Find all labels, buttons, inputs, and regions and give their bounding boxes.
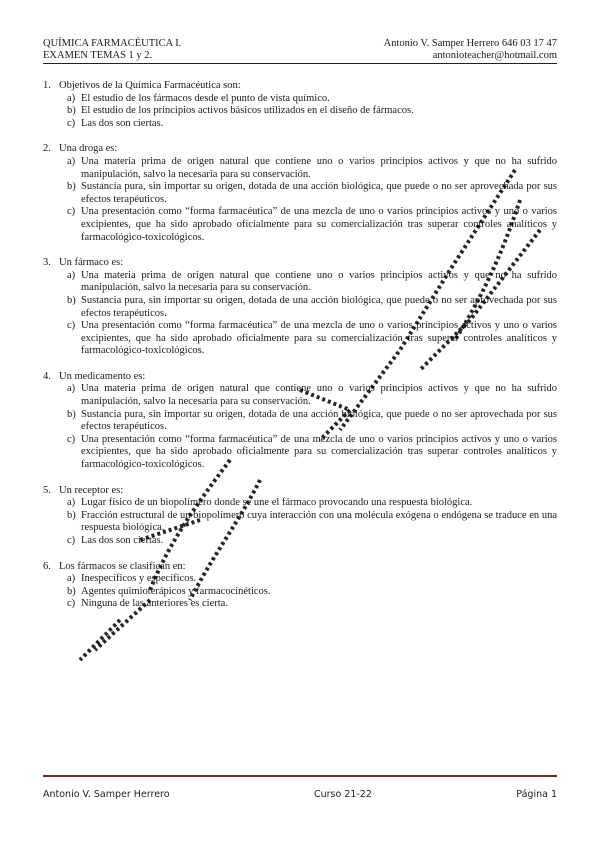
course-title: QUÍMICA FARMACÉUTICA I. — [43, 38, 182, 49]
question-title: Un fármaco es: — [59, 257, 124, 269]
answer-option — [43, 586, 557, 599]
option-letter: a) — [67, 155, 76, 167]
option-text: Sustancia pura, sin importar su origen, dotada de una acción biológica, que puede o no ser aprovechada por sus efectos terapéuticos. — [81, 294, 557, 319]
question — [43, 257, 557, 358]
option-text: Ninguna de las anteriores es cierta. — [81, 598, 228, 610]
page-header — [43, 38, 557, 62]
answer-option — [43, 409, 557, 434]
answer-option — [43, 434, 557, 472]
option-text: Las dos son ciertas. — [81, 535, 164, 546]
question-number: 1. — [43, 80, 51, 91]
page-number: Página 1 — [516, 789, 557, 800]
header-rule — [43, 63, 557, 64]
option-letter: c) — [67, 433, 76, 445]
option-text: Agentes quimioterápicos y farmacocinéticos. — [81, 585, 271, 597]
answer-option — [43, 93, 557, 106]
option-letter: a) — [67, 92, 76, 104]
answer-option — [43, 181, 557, 206]
answer-option — [43, 510, 557, 535]
option-letter: a) — [67, 573, 76, 585]
option-text: Una presentación como “forma farmacéutica” de una mezcla de uno o varios principios activos y uno o varios excipientes, que ha sido aprobado oficialmente para su comercialización tras superar controles analíticos y farmacológico-toxicológicos. — [81, 206, 557, 243]
option-letter: c) — [67, 117, 76, 129]
question — [43, 561, 557, 611]
question-list — [43, 80, 557, 624]
answer-option — [43, 156, 557, 181]
option-text: Una materia prima de origen natural que contiene uno o varios principios activos y que no ha sufrido manipulación, salvo la necesaria para su conservación. — [81, 269, 557, 294]
option-text: El estudio de los fármacos desde el punto de vista químico. — [81, 92, 330, 104]
answer-option — [43, 383, 557, 408]
question-title: Los fármacos se clasifican en: — [59, 560, 186, 572]
option-letter: c) — [67, 598, 76, 610]
option-letter: a) — [67, 269, 76, 281]
page-footer — [43, 775, 557, 800]
option-text: Las dos son ciertas. — [81, 117, 164, 129]
option-text: Lugar físico de un biopolímero donde se une el fármaco provocando una respuesta biológica. — [81, 497, 473, 509]
question-number: 2. — [43, 143, 51, 155]
option-letter: a) — [67, 383, 76, 395]
question-number: 4. — [43, 370, 51, 382]
question-number: 6. — [43, 560, 51, 572]
option-text: Sustancia pura, sin importar su origen, dotada de una acción biológica, que puede o no ser aprovechada por sus efectos terapéuticos. — [81, 181, 557, 205]
option-text: Inespecíficos y específicos. — [81, 573, 197, 585]
question-title: Un medicamento es: — [59, 370, 146, 382]
author-email: antonioteacher@hotmail.com — [432, 50, 557, 61]
option-letter: b) — [67, 181, 76, 193]
option-text: Una materia prima de origen natural que contiene uno o varios principios activos y que no ha sufrido manipulación, salvo la necesaria para su conservación. — [81, 155, 557, 180]
author-phone: Antonio V. Samper Herrero 646 03 17 47 — [383, 38, 557, 49]
question-number: 3. — [43, 257, 51, 269]
question — [43, 143, 557, 244]
answer-option — [43, 270, 557, 295]
question — [43, 371, 557, 472]
option-letter: b) — [67, 294, 76, 306]
answer-option — [43, 206, 557, 244]
footer-rule — [43, 775, 557, 777]
option-text: El estudio de los principios activos básicos utilizados en el diseño de fármacos. — [81, 105, 414, 117]
footer-author: Antonio V. Samper Herrero — [43, 789, 170, 800]
option-text: Sustancia pura, sin importar su origen, dotada de una acción biológica, que puede o no ser aprovechada por sus efectos terapéuticos. — [81, 408, 557, 433]
answer-option — [43, 105, 557, 118]
question-number: 5. — [43, 484, 51, 496]
question-title: Objetivos de la Química Farmacéutica son: — [59, 80, 241, 91]
option-text: Fracción estructural de un biopolímero cuya interacción con una molécula exógena o endógena se traduce en una respuesta biológica. — [81, 509, 557, 534]
option-text: Una presentación como “forma farmacéutica” de una mezcla de uno o varios principios activos y uno o varios excipientes, que ha sido aprobado oficialmente para su comercialización tras superar controles analíticos y farmacológico-toxicológicos. — [81, 320, 557, 357]
option-letter: b) — [67, 105, 76, 117]
option-letter: b) — [67, 408, 76, 420]
answer-option — [43, 573, 557, 586]
option-letter: c) — [67, 206, 76, 218]
footer-course: Curso 21-22 — [313, 789, 372, 800]
question — [43, 485, 557, 548]
question — [43, 80, 557, 130]
option-letter: c) — [67, 535, 76, 546]
option-letter: b) — [67, 509, 76, 521]
option-letter: a) — [67, 497, 76, 509]
option-text: Una presentación como “forma farmacéutica” de una mezcla de uno o varios principios activos y uno o varios excipientes, que ha sido aprobado oficialmente para su comercialización tras superar controles analíticos y farmacológico-toxicológicos. — [81, 433, 557, 471]
answer-option — [43, 535, 557, 548]
answer-option — [43, 118, 557, 131]
option-letter: c) — [67, 320, 76, 332]
option-letter: b) — [67, 585, 76, 597]
option-text: Una materia prima de origen natural que contiene uno o varios principios activos y que no ha sufrido manipulación, salvo la necesaria para su conservación. — [81, 383, 557, 408]
answer-option — [43, 497, 557, 510]
exam-title: EXAMEN TEMAS 1 y 2. — [43, 50, 153, 61]
answer-option — [43, 320, 557, 358]
answer-option — [43, 295, 557, 320]
question-title: Una droga es: — [59, 143, 118, 155]
answer-option — [43, 598, 557, 611]
question-title: Un receptor es: — [59, 484, 124, 496]
